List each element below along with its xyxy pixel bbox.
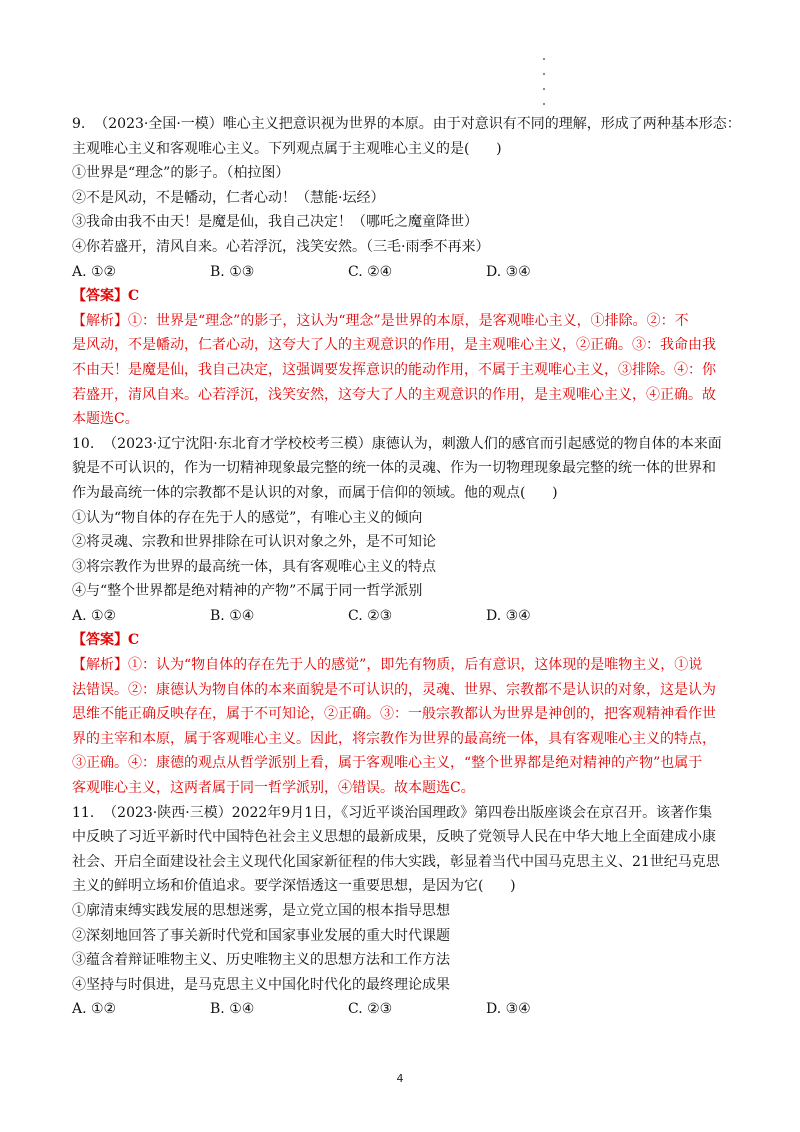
q10-stem-line: 作为最高统一体的宗教都不是认识的对象，而属于信仰的领域。他的观点( )	[72, 484, 558, 501]
q10-item: ④与“整个世界都是绝对精神的产物”不属于同一哲学派别	[72, 583, 423, 600]
q11-item: ②深刻地回答了事关新时代党和国家事业发展的重大时代课题	[72, 927, 450, 944]
q9-option-c: C. ②④	[348, 263, 393, 280]
page-number: 4	[396, 1072, 404, 1085]
question-9	[72, 112, 741, 432]
q10-option-c: C. ②③	[348, 607, 393, 624]
q10-item: ①认为“物自体的存在先于人的感觉”，有唯心主义的倾向	[72, 509, 423, 526]
q9-item: ④你若盛开，清风自来。心若浮沉，浅笑安然。（三毛·雨季不再来）	[72, 238, 490, 255]
q11-stem-line: 社会、开启全面建设社会主义现代化国家新征程的伟大实践，彰显着当代中国马克思主义、21世纪马克思	[72, 853, 720, 870]
q10-item: ③将宗教作为世界的最高统一体，具有客观唯心主义的特点	[72, 558, 436, 575]
q11-option-c: C. ②③	[348, 1001, 393, 1018]
q10-item: ②将灵魂、宗教和世界排除在可认识对象之外，是不可知论	[72, 534, 436, 551]
q11-option-a: A. ①②	[72, 1001, 117, 1018]
q9-analysis-line: 本题选C。	[72, 411, 139, 428]
q10-analysis-line: 【解析】①：认为“物自体的存在先于人的感觉”，即先有物质，后有意识，这体现的是唯物主义，①说	[72, 657, 703, 674]
q9-analysis-line: 不由天！是魔是仙，我自己决定，这强调要发挥意识的能动作用，不属于主观唯心主义，③排除。④：你	[72, 361, 716, 378]
header-dots	[541, 58, 547, 118]
q10-stem-line: 貌是不可认识的，作为一切精神现象最完整的统一体的灵魂、作为一切物理现象最完整的统一体的世界和	[72, 460, 716, 477]
q10-analysis-line: 客观唯心主义，这两者属于同一哲学派别，④错误。故本题选C。	[72, 780, 475, 797]
q9-item: ②不是风动，不是幡动，仁者心动！（慧能·坛经）	[72, 189, 385, 206]
q10-analysis-line: 思维不能正确反映存在，属于不可知论，②正确。③：一般宗教都认为世界是神创的，把客观精神看作世	[72, 706, 716, 723]
q11-options	[72, 997, 732, 1022]
q9-analysis-line: 【解析】①：世界是“理念”的影子，这认为“理念”是世界的本原，是客观唯心主义，①排除。②：不	[72, 312, 689, 329]
q10-answer: 【答案】C	[72, 632, 140, 649]
q10-analysis-line: 界的主宰和本原，属于客观唯心主义。因此，将宗教作为世界的最高统一体，具有客观唯心主义的特点，	[72, 730, 716, 747]
q9-option-b: B. ①③	[210, 263, 255, 280]
q11-stem-line: 11. （2023·陕西·三模）2022年9月1日，《习近平谈治国理政》第四卷出版座谈会在京召开。该著作集	[72, 804, 713, 821]
q11-option-b: B. ①④	[210, 1001, 255, 1018]
q10-option-a: A. ①②	[72, 607, 117, 624]
q10-option-d: D. ③④	[486, 607, 531, 624]
q10-analysis-line: ③正确。④：康德的观点从哲学派别上看，属于客观唯心主义，“整个世界都是绝对精神的产物”也属于	[72, 755, 703, 772]
q9-item: ③我命由我不由天！是魔是仙，我自己决定！（哪吒之魔童降世）	[72, 214, 478, 231]
q10-options	[72, 604, 732, 629]
q9-option-d: D. ③④	[486, 263, 531, 280]
q11-stem-line: 主义的鲜明立场和价值追求。要学深悟透这一重要思想，是因为它( )	[72, 878, 516, 895]
question-10	[72, 432, 732, 801]
q10-option-b: B. ①④	[210, 607, 255, 624]
question-11	[72, 801, 732, 1022]
q9-answer: 【答案】C	[72, 288, 140, 305]
q11-item: ③蕴含着辩证唯物主义、历史唯物主义的思想方法和工作方法	[72, 952, 450, 969]
q10-stem-line: 10. （2023·辽宁沈阳·东北育才学校校考三模）康德认为，刺激人们的感官而引起感觉的物自体的本来面	[72, 435, 722, 452]
q9-option-a: A. ①②	[72, 263, 117, 280]
q11-stem-line: 中反映了习近平新时代中国特色社会主义思想的最新成果，反映了党领导人民在中华大地上全面建成小康	[72, 829, 716, 846]
q9-analysis-line: 是风动，不是幡动，仁者心动，这夸大了人的主观意识的作用，是主观唯心主义，②正确。③：我命由我	[72, 337, 716, 354]
q9-stem-line: 主观唯心主义和客观唯心主义。下列观点属于主观唯心主义的是( )	[72, 140, 502, 157]
q9-options	[72, 260, 732, 285]
q9-stem-line: 9. （2023·全国·一模）唯心主义把意识视为世界的本原。由于对意识有不同的理解，形成了两种基本形态：	[72, 116, 741, 132]
q10-analysis-line: 法错误。②：康德认为物自体的本来面貌是不可认识的，灵魂、世界、宗教都不是认识的对象，这是认为	[72, 681, 716, 698]
q9-analysis-line: 若盛开，清风自来。心若浮沉，浅笑安然，这夸大了人的主观意识的作用，是主观唯心主义，④正确。故	[72, 386, 716, 403]
q11-item: ①廓清束缚实践发展的思想迷雾，是立党立国的根本指导思想	[72, 903, 450, 919]
q9-item: ①世界是“理念”的影子。（柏拉图）	[72, 165, 290, 182]
q11-option-d: D. ③④	[486, 1001, 531, 1018]
question-content	[72, 112, 741, 1022]
q11-item: ④坚持与时俱进，是马克思主义中国化时代化的最终理论成果	[72, 976, 450, 993]
